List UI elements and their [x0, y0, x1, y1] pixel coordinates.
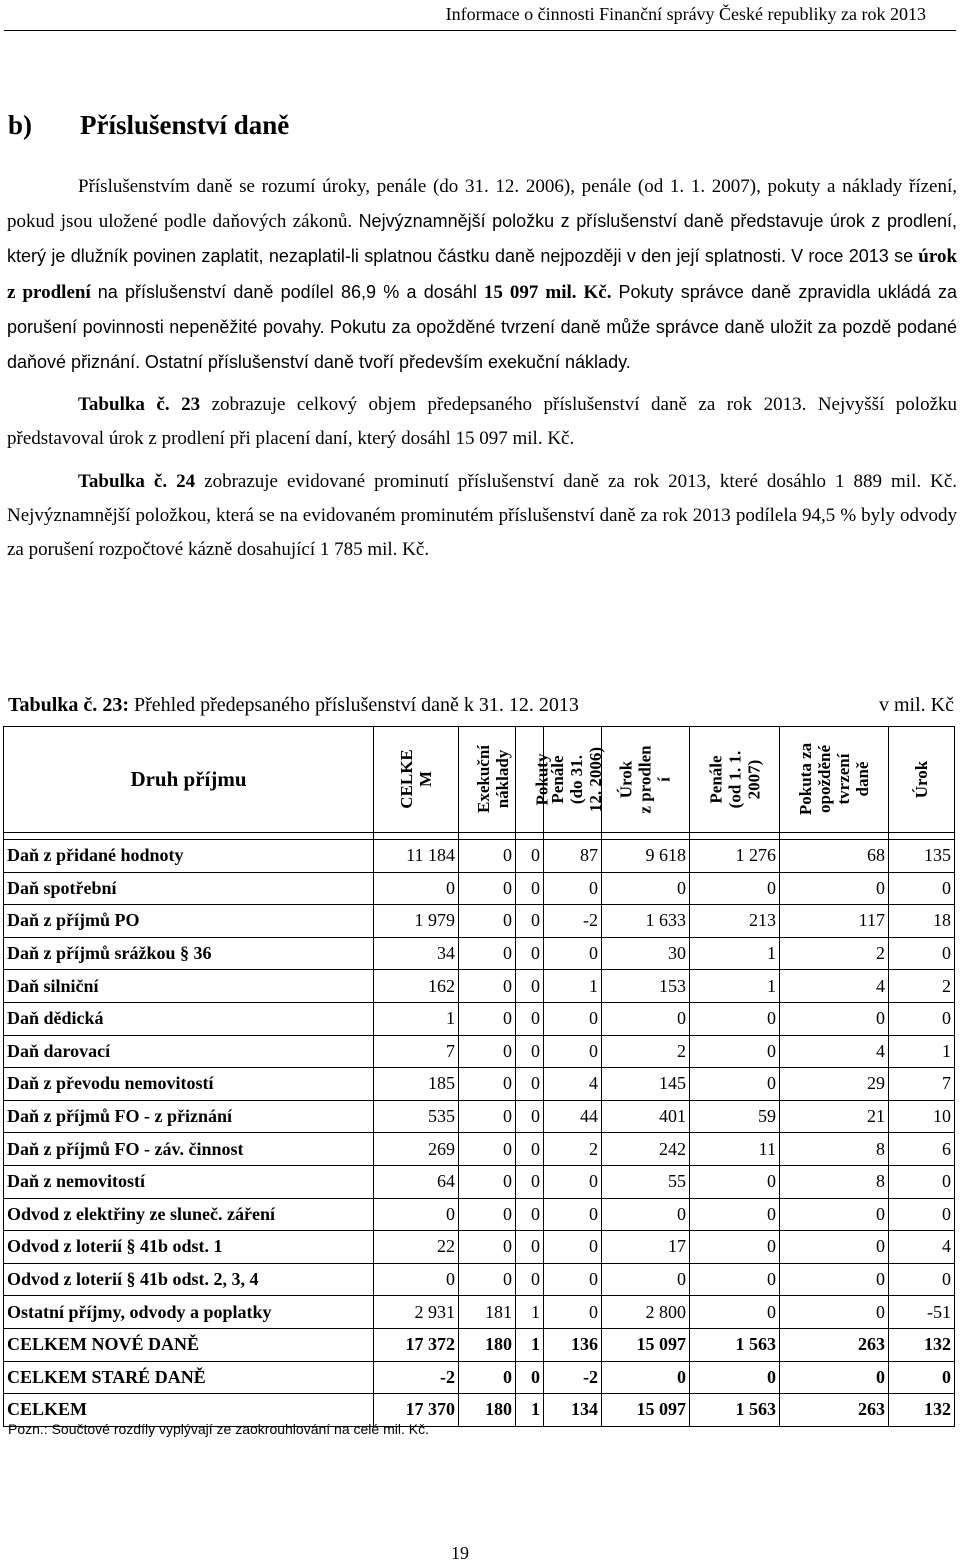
cell-value: 0 — [544, 1035, 602, 1068]
cell-value: 0 — [516, 1002, 544, 1035]
cell-value: 0 — [780, 1231, 889, 1264]
cell-value: 0 — [374, 872, 459, 905]
cell-value: 0 — [544, 1296, 602, 1329]
para1-sentence-2: Nejvýznamnější položku z příslušenství daně představuje úrok z prodlení, který je dlužník povinen zaplatit, nezaplatil-li splatnou částku daně nejpozději v den její splatnosti. — [7, 211, 957, 267]
cell-value: 0 — [459, 872, 516, 905]
cell-value: 0 — [459, 937, 516, 970]
cell-value: 0 — [459, 1198, 516, 1231]
table-caption — [8, 694, 954, 717]
cell-value: 132 — [889, 1394, 955, 1427]
cell-value: 0 — [889, 872, 955, 905]
col-header-pokuty: Pokuty — [516, 727, 544, 833]
cell-value: 263 — [780, 1394, 889, 1427]
para2-table-number: 23 — [181, 394, 201, 416]
cell-value: 0 — [459, 905, 516, 938]
cell-value: 0 — [544, 937, 602, 970]
row-label: Daň z příjmů PO — [4, 905, 374, 938]
cell-value: 8 — [780, 1165, 889, 1198]
cell-value: 145 — [602, 1068, 690, 1101]
cell-value: 0 — [690, 872, 780, 905]
cell-value: 2 800 — [602, 1296, 690, 1329]
cell-value: 0 — [780, 1263, 889, 1296]
cell-value: 4 — [780, 1035, 889, 1068]
cell-value: 44 — [544, 1100, 602, 1133]
cell-value: 0 — [516, 937, 544, 970]
cell-value: 2 — [889, 970, 955, 1003]
cell-value: 1 — [690, 970, 780, 1003]
cell-value: 117 — [780, 905, 889, 938]
cell-value: 1 563 — [690, 1328, 780, 1361]
cell-value: 0 — [459, 970, 516, 1003]
para1-highlight-urok: úrok z prodlení — [7, 246, 958, 303]
cell-value: 1 633 — [602, 905, 690, 938]
table-row — [4, 1035, 955, 1068]
table-note: Pozn.: Součtové rozdíly vyplývají ze zaokrouhlování na celé mil. Kč. — [8, 1421, 429, 1437]
table-row — [4, 1133, 955, 1166]
cell-value: 0 — [780, 1002, 889, 1035]
cell-value: 269 — [374, 1133, 459, 1166]
para3-text-1: zobrazuje evidované prominutí příslušenství daně za rok 2013, které dosáhlo 1 889 mil. Kč. — [204, 470, 958, 492]
page-header: Informace o činnosti Finanční správy České republiky za rok 2013 — [445, 4, 926, 24]
cell-value: 21 — [780, 1100, 889, 1133]
cell-value: 0 — [374, 1198, 459, 1231]
cell-value: 0 — [602, 1002, 690, 1035]
table-row — [4, 840, 955, 873]
cell-value: 64 — [374, 1165, 459, 1198]
para1-sentence-5: Pokutu za opožděné tvrzení daně může správce daně uložit za pozdě podané daňové přiznání. — [7, 316, 958, 373]
cell-value: 7 — [374, 1035, 459, 1068]
table-spacer-row — [4, 833, 955, 840]
cell-value: 0 — [544, 872, 602, 905]
row-label: Odvod z elektřiny ze sluneč. záření — [4, 1198, 374, 1231]
row-label: Odvod z loterií § 41b odst. 1 — [4, 1231, 374, 1264]
cell-value: 0 — [516, 1035, 544, 1068]
table-row — [4, 1361, 955, 1394]
cell-value: 17 370 — [374, 1394, 459, 1427]
table-header-row — [4, 727, 955, 833]
cell-value: 0 — [459, 1361, 516, 1394]
cell-value: 0 — [459, 1133, 516, 1166]
cell-value: 180 — [459, 1394, 516, 1427]
section-letter: b) — [8, 110, 33, 140]
cell-value: 134 — [544, 1394, 602, 1427]
cell-value: 4 — [544, 1068, 602, 1101]
row-label: Daň silniční — [4, 970, 374, 1003]
cell-value: 0 — [459, 1002, 516, 1035]
cell-value: 0 — [516, 872, 544, 905]
cell-value: 153 — [602, 970, 690, 1003]
cell-value: 242 — [602, 1133, 690, 1166]
row-label: Daň z přidané hodnoty — [4, 840, 374, 873]
para3-text-2: Nejvýznamnější položkou, která se na evidovaném prominutém příslušenství daně za rok 2013 podílela 94,5 % byly odvody za porušení rozpočtové kázně dosahující 1 785 mil. Kč. — [7, 504, 957, 561]
para1-sentence-3a: V roce 2013 se — [791, 246, 914, 267]
page-number: 19 — [451, 1543, 469, 1563]
cell-value: 1 — [516, 1394, 544, 1427]
cell-value: 0 — [602, 1361, 690, 1394]
cell-value: 0 — [780, 1361, 889, 1394]
cell-value: 9 618 — [602, 840, 690, 873]
cell-value: 11 — [690, 1133, 780, 1166]
cell-value: 2 931 — [374, 1296, 459, 1329]
row-label: CELKEM NOVÉ DANĚ — [4, 1328, 374, 1361]
para3-table-ref: Tabulka č. — [78, 470, 168, 492]
cell-value: 0 — [459, 1165, 516, 1198]
col-header-celkem: CELKE M — [374, 727, 459, 833]
row-label: Daň darovací — [4, 1035, 374, 1068]
cell-value: 0 — [690, 1068, 780, 1101]
cell-value: 4 — [780, 970, 889, 1003]
cell-value: 0 — [516, 1361, 544, 1394]
cell-value: 401 — [602, 1100, 690, 1133]
table-row — [4, 1100, 955, 1133]
cell-value: 0 — [544, 1165, 602, 1198]
table-row — [4, 1296, 955, 1329]
para2-table-ref: Tabulka č. — [78, 394, 170, 416]
cell-value: 1 276 — [690, 840, 780, 873]
cell-value: 0 — [516, 1231, 544, 1264]
cell-value: 0 — [690, 1035, 780, 1068]
cell-value: 0 — [516, 1133, 544, 1166]
row-label: Odvod z loterií § 41b odst. 2, 3, 4 — [4, 1263, 374, 1296]
cell-value: 0 — [516, 970, 544, 1003]
cell-value: 87 — [544, 840, 602, 873]
cell-value: 136 — [544, 1328, 602, 1361]
row-label: Ostatní příjmy, odvody a poplatky — [4, 1296, 374, 1329]
cell-value: 0 — [780, 1296, 889, 1329]
cell-value: 29 — [780, 1068, 889, 1101]
cell-value: 2 — [780, 937, 889, 970]
table-row — [4, 1231, 955, 1264]
cell-value: 68 — [780, 840, 889, 873]
cell-value: 132 — [889, 1328, 955, 1361]
header-divider — [4, 30, 956, 31]
cell-value: 2 — [602, 1035, 690, 1068]
row-label: Daň z převodu nemovitostí — [4, 1068, 374, 1101]
col-header-exekucni: Exekuční náklady — [459, 727, 516, 833]
row-label: CELKEM — [4, 1394, 374, 1427]
row-label: Daň spotřební — [4, 872, 374, 905]
cell-value: 1 — [516, 1328, 544, 1361]
cell-value: 0 — [690, 1002, 780, 1035]
cell-value: 0 — [516, 1100, 544, 1133]
row-label: CELKEM STARÉ DANĚ — [4, 1361, 374, 1394]
cell-value: 4 — [889, 1231, 955, 1264]
cell-value: 0 — [516, 1165, 544, 1198]
cell-value: 2 — [544, 1133, 602, 1166]
cell-value: 0 — [544, 1231, 602, 1264]
cell-value: 0 — [516, 905, 544, 938]
cell-value: 180 — [459, 1328, 516, 1361]
cell-value: 0 — [516, 1198, 544, 1231]
row-label: Daň z příjmů srážkou § 36 — [4, 937, 374, 970]
paragraph-2 — [7, 388, 957, 456]
col-header-pokuta-opozdene: Pokuta za opožděné tvrzení daně — [780, 727, 889, 833]
para1-highlight-amount: 15 097 mil. Kč. — [483, 281, 612, 303]
cell-value: 34 — [374, 937, 459, 970]
cell-value: 0 — [780, 1198, 889, 1231]
cell-value: 15 097 — [602, 1328, 690, 1361]
cell-value: 6 — [889, 1133, 955, 1166]
cell-value: 18 — [889, 905, 955, 938]
table-row — [4, 1002, 955, 1035]
col-header-urok-prodleni: Úrok z prodlen í — [602, 727, 690, 833]
table-row — [4, 1198, 955, 1231]
cell-value: 10 — [889, 1100, 955, 1133]
cell-value: 1 563 — [690, 1394, 780, 1427]
cell-value: 135 — [889, 840, 955, 873]
cell-value: 0 — [690, 1263, 780, 1296]
table-row — [4, 937, 955, 970]
cell-value: 0 — [459, 1263, 516, 1296]
cell-value: 0 — [690, 1165, 780, 1198]
cell-value: 162 — [374, 970, 459, 1003]
section-title: Příslušenství daně — [80, 110, 290, 140]
cell-value: -51 — [889, 1296, 955, 1329]
cell-value: 0 — [459, 1035, 516, 1068]
table-row — [4, 905, 955, 938]
cell-value: 185 — [374, 1068, 459, 1101]
cell-value: 1 — [374, 1002, 459, 1035]
row-label: Daň z příjmů FO - záv. činnost — [4, 1133, 374, 1166]
cell-value: 0 — [690, 1231, 780, 1264]
table-row — [4, 1165, 955, 1198]
cell-value: 0 — [516, 840, 544, 873]
cell-value: 0 — [602, 1198, 690, 1231]
table-caption-text: Přehled předepsaného příslušenství daně k 31. 12. 2013 — [133, 694, 579, 716]
cell-value: 535 — [374, 1100, 459, 1133]
table-row — [4, 970, 955, 1003]
cell-value: -2 — [374, 1361, 459, 1394]
cell-value: 0 — [889, 1361, 955, 1394]
para2-text: zobrazuje celkový objem předepsaného příslušenství daně za rok 2013. Nejvyšší položku představoval úrok z prodlení při placení daní, který dosáhl 15 097 mil. Kč. — [7, 394, 958, 450]
para1-sentence-6: Ostatní příslušenství daně tvoří především exekuční náklady. — [144, 352, 631, 373]
cell-value: 22 — [374, 1231, 459, 1264]
cell-value: 1 — [889, 1035, 955, 1068]
cell-value: 0 — [459, 1231, 516, 1264]
cell-value: 17 372 — [374, 1328, 459, 1361]
cell-value: 0 — [602, 1263, 690, 1296]
table-row — [4, 1263, 955, 1296]
cell-value: 0 — [690, 1361, 780, 1394]
paragraph-1 — [7, 170, 957, 380]
para1-sentence-4: Pokuty správce daně zpravidla ukládá za porušení povinnosti nepeněžité povahy. — [7, 281, 957, 337]
cell-value: 0 — [889, 1198, 955, 1231]
cell-value: 1 — [544, 970, 602, 1003]
paragraph-3 — [7, 465, 957, 568]
cell-value: 0 — [690, 1198, 780, 1231]
col-header-penale-do: Penále (do 31. 12. 2006) — [544, 727, 602, 833]
cell-value: 0 — [459, 840, 516, 873]
table-units: v mil. Kč — [879, 694, 954, 716]
cell-value: -2 — [544, 905, 602, 938]
cell-value: 30 — [602, 937, 690, 970]
cell-value: 0 — [690, 1296, 780, 1329]
cell-value: 0 — [544, 1198, 602, 1231]
cell-value: 0 — [459, 1100, 516, 1133]
row-label: Daň z příjmů FO - z přiznání — [4, 1100, 374, 1133]
section-heading — [8, 110, 289, 141]
table-caption-number: 23: — [102, 694, 129, 716]
cell-value: 0 — [544, 1263, 602, 1296]
cell-value: 0 — [780, 872, 889, 905]
cell-value: 59 — [690, 1100, 780, 1133]
accessories-table — [3, 726, 955, 1427]
cell-value: 0 — [459, 1068, 516, 1101]
body-text — [7, 170, 957, 567]
cell-value: 11 184 — [374, 840, 459, 873]
cell-value: 263 — [780, 1328, 889, 1361]
row-label: Daň z nemovitostí — [4, 1165, 374, 1198]
cell-value: 7 — [889, 1068, 955, 1101]
table-row — [4, 1328, 955, 1361]
cell-value: 55 — [602, 1165, 690, 1198]
table-row — [4, 1068, 955, 1101]
cell-value: 1 — [690, 937, 780, 970]
cell-value: 1 — [516, 1296, 544, 1329]
cell-value: 8 — [780, 1133, 889, 1166]
table-caption-label: Tabulka č. — [8, 694, 98, 716]
cell-value: 0 — [889, 1165, 955, 1198]
cell-value: 0 — [889, 937, 955, 970]
cell-value: 0 — [516, 1068, 544, 1101]
cell-value: 0 — [374, 1263, 459, 1296]
cell-value: 0 — [889, 1002, 955, 1035]
col-header-druh: Druh příjmu — [4, 727, 374, 833]
cell-value: 0 — [544, 1002, 602, 1035]
cell-value: 181 — [459, 1296, 516, 1329]
cell-value: 17 — [602, 1231, 690, 1264]
row-label: Daň dědická — [4, 1002, 374, 1035]
para3-table-number: 24 — [176, 470, 196, 492]
cell-value: 0 — [602, 872, 690, 905]
cell-value: 1 979 — [374, 905, 459, 938]
col-header-urok: Úrok — [889, 727, 955, 833]
cell-value: -2 — [544, 1361, 602, 1394]
para1-sentence-3b: na příslušenství daně podílel 86,9 % a dosáhl — [97, 281, 477, 302]
para1-sentence-1: Příslušenstvím daně se rozumí úroky, penále (do 31. 12. 2006), penále (od 1. 1. 2007), pokuty a náklady řízení, pokud jsou uložené podle daňových zákonů. — [7, 176, 957, 233]
cell-value: 15 097 — [602, 1394, 690, 1427]
col-header-penale-od: Penále (od 1. 1. 2007) — [690, 727, 780, 833]
cell-value: 0 — [516, 1263, 544, 1296]
cell-value: 213 — [690, 905, 780, 938]
cell-value: 0 — [889, 1263, 955, 1296]
table-row — [4, 872, 955, 905]
